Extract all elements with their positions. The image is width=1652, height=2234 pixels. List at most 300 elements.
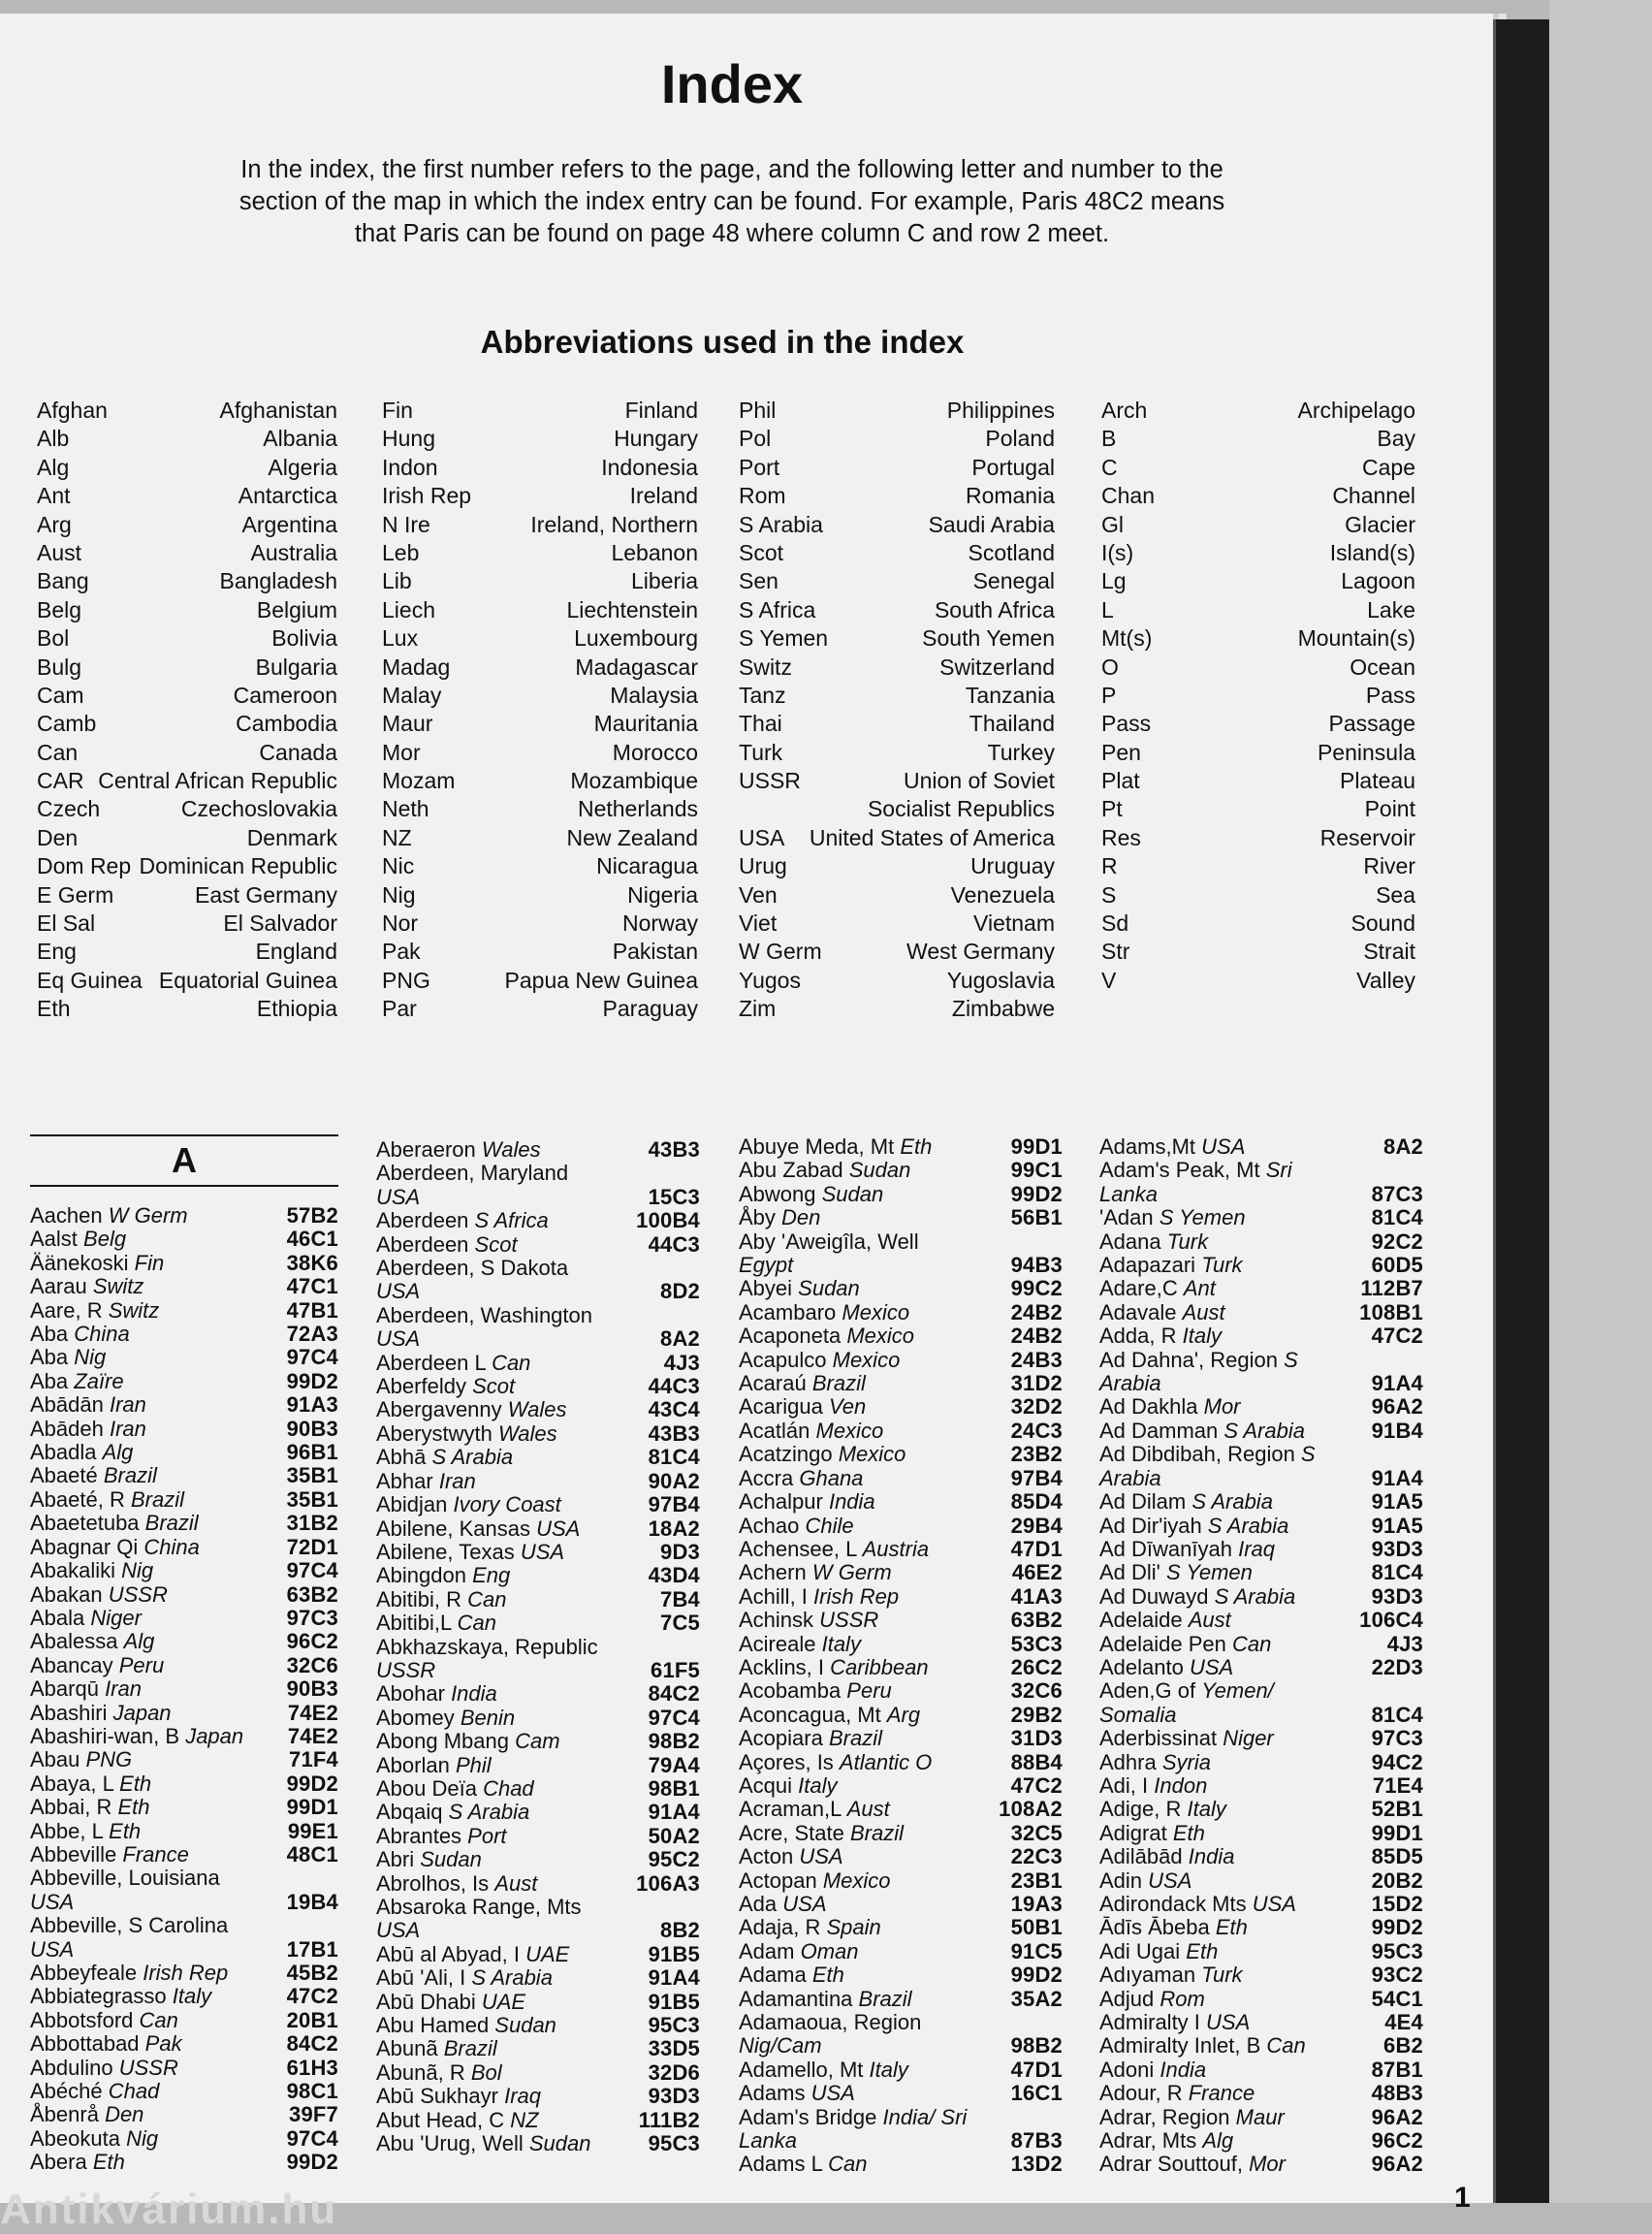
abbreviation-row — [382, 881, 698, 910]
abbreviation-meaning: Morocco — [612, 739, 698, 765]
entry-country: India — [1188, 1844, 1235, 1869]
entry-country: Belg — [83, 1227, 127, 1252]
index-entry — [30, 1441, 338, 1464]
entry-country: Eth — [117, 1795, 150, 1820]
entry-name: Acton — [739, 1844, 800, 1869]
entry-name: Ad Dakhla — [1099, 1394, 1204, 1420]
entry-grid-ref: 63B2 — [1010, 1608, 1063, 1633]
entry-country: Italy — [1182, 1324, 1222, 1349]
entry-grid-ref: 100B4 — [636, 1208, 700, 1233]
abbreviation-meaning: England — [255, 939, 337, 965]
index-entry — [376, 1825, 700, 1848]
abbreviation-row — [1101, 881, 1415, 910]
entry-country: Can — [828, 2152, 868, 2177]
index-entry — [30, 1914, 338, 1962]
abbreviation: I(s) — [1101, 539, 1134, 565]
entry-name: Abadla — [30, 1440, 103, 1465]
index-entry — [739, 1301, 1063, 1324]
abbreviation: USSR — [739, 768, 801, 794]
abbreviation: Sd — [1101, 910, 1129, 937]
entry-name: Abunã — [376, 2036, 444, 2061]
entry-name: Admiralty Inlet, B — [1099, 2033, 1267, 2058]
index-entry — [376, 1138, 700, 1162]
entry-name: Acatlán — [739, 1418, 816, 1443]
abbreviation: Alg — [37, 454, 70, 480]
entry-country: Phil — [455, 1752, 492, 1777]
entry-name: Adama — [739, 1963, 812, 1988]
index-entry — [376, 1707, 700, 1730]
entry-grid-ref: 8D2 — [660, 1279, 700, 1304]
entry-country: Eth — [109, 1818, 142, 1843]
entry-name: Abergavenny — [376, 1397, 508, 1422]
index-entry — [1099, 1774, 1423, 1798]
entry-name: Aberfeldy — [376, 1374, 473, 1399]
entry-country: Japan — [112, 1700, 172, 1725]
abbreviation-row — [37, 910, 337, 938]
abbreviation-row — [382, 425, 698, 453]
entry-country: Mexico — [842, 1299, 910, 1324]
index-entry — [30, 1796, 338, 1819]
abbreviation: S Yemen — [739, 625, 829, 652]
entry-name: Abunã, R — [376, 2059, 471, 2085]
entry-country: Iran — [105, 1676, 142, 1702]
entry-country: NZ — [510, 2107, 539, 2132]
entry-name: Adelaide Pen — [1099, 1631, 1232, 1656]
entry-grid-ref: 39F7 — [289, 2102, 338, 2127]
abbreviation-meaning: Passage — [1328, 711, 1415, 737]
entry-grid-ref: 4E4 — [1384, 2010, 1423, 2035]
entry-name: Abashiri-wan, B — [30, 1723, 186, 1748]
entry-country: Italy — [172, 1984, 212, 2009]
entry-name: Adamello, Mt — [739, 2057, 870, 2082]
entry-country: USA — [520, 1539, 565, 1564]
abbreviation: Maur — [382, 711, 433, 737]
entry-grid-ref: 74E2 — [287, 1723, 338, 1748]
entry-country: Japan — [185, 1723, 244, 1748]
entry-country: Mexico — [838, 1442, 906, 1467]
abbreviation-row — [739, 567, 1055, 595]
entry-name: Ādīs Ābeba — [1099, 1915, 1216, 1940]
index-entry — [30, 1299, 338, 1323]
entry-grid-ref: 29B4 — [1010, 1513, 1063, 1538]
abbreviation-row — [1101, 967, 1415, 995]
abbreviation-meaning: Sea — [1376, 881, 1415, 908]
abbreviation: Phil — [739, 398, 777, 423]
index-entry — [739, 1609, 1063, 1632]
index-entry — [30, 1725, 338, 1748]
abbreviation: Bulg — [37, 654, 82, 680]
abbreviation-meaning: Lebanon — [611, 539, 698, 565]
abbreviation: Viet — [739, 910, 778, 937]
entry-name: Adams,Mt — [1099, 1134, 1202, 1159]
index-entry — [739, 2058, 1063, 2082]
entry-name: Abdulino — [30, 2055, 119, 2080]
entry-grid-ref: 43B3 — [648, 1420, 700, 1446]
entry-name: Actopan — [739, 1867, 823, 1893]
entry-name: Aarau — [30, 1274, 93, 1299]
abbreviation-row — [739, 654, 1055, 682]
abbreviation: PNG — [382, 967, 430, 993]
entry-grid-ref: 45B2 — [286, 1961, 338, 1985]
entry-country: Nig — [126, 2125, 159, 2151]
abbreviation-row — [739, 852, 1055, 880]
entry-country: PNG — [85, 1747, 133, 1772]
index-entry — [1099, 1159, 1423, 1206]
abbreviation: N Ire — [382, 511, 430, 537]
entry-country: Nig/Cam — [739, 2033, 822, 2058]
entry-country: Ghana — [799, 1465, 864, 1490]
abbreviation: Tanz — [739, 682, 786, 708]
entry-grid-ref: 87C3 — [1371, 1181, 1423, 1206]
entry-grid-ref: 81C4 — [1371, 1205, 1423, 1230]
entry-grid-ref: 35B1 — [286, 1486, 338, 1512]
entry-grid-ref: 81C4 — [1371, 1702, 1423, 1727]
index-entry — [739, 1656, 1063, 1679]
index-entry — [30, 1772, 338, 1796]
abbreviation: Arch — [1101, 398, 1148, 423]
index-entry — [1099, 2153, 1423, 2176]
abbreviation-row — [739, 767, 1055, 795]
abbreviation-meaning: Bolivia — [271, 625, 337, 652]
abbreviation: Afghan — [37, 398, 108, 423]
index-entry — [739, 1774, 1063, 1798]
entry-name: Ad Duwayd — [1099, 1583, 1215, 1609]
index-entry — [376, 1588, 700, 1612]
abbreviation-meaning: Vietnam — [973, 910, 1055, 937]
index-entry — [1099, 1988, 1423, 2011]
entry-name: Adda, R — [1099, 1324, 1183, 1349]
entry-country: Den — [781, 1205, 821, 1230]
abbreviation: Can — [37, 739, 79, 765]
entry-grid-ref: 95C3 — [1371, 1938, 1423, 1963]
abbreviation-meaning: Saudi Arabia — [928, 511, 1055, 537]
entry-country: Italy — [821, 1631, 861, 1656]
index-entry — [739, 1704, 1063, 1727]
index-entry — [30, 1607, 338, 1630]
entry-grid-ref: 52B1 — [1371, 1797, 1423, 1822]
abbreviation: L — [1101, 596, 1114, 622]
index-entry — [1099, 2082, 1423, 2105]
entry-name: Abhā — [376, 1445, 432, 1470]
index-entry — [1099, 2034, 1423, 2058]
abbreviation: Plat — [1101, 768, 1140, 794]
entry-grid-ref: 97C4 — [648, 1705, 700, 1730]
entry-country: Nig — [121, 1558, 154, 1583]
abbreviation-meaning: Turkey — [987, 739, 1055, 765]
entry-country: Syria — [1161, 1749, 1211, 1774]
intro-paragraph: In the index, the first number refers to the page, and the following letter and number to the section of the map in which the index entry can be found. For example, Paris 48C2 means that Paris can be found on page 48 where column C and row 2 meet. — [238, 156, 1225, 247]
index-entry — [30, 1346, 338, 1369]
entry-grid-ref: 94B3 — [1010, 1253, 1063, 1278]
abbreviation-row — [1101, 910, 1415, 938]
entry-name: Abrantes — [376, 1823, 468, 1848]
abbreviation-row — [739, 539, 1055, 567]
index-entry — [376, 1209, 700, 1232]
entry-country: USSR — [118, 2055, 178, 2080]
abbreviation-meaning: Romania — [965, 483, 1055, 509]
index-entry — [1099, 1443, 1423, 1490]
abbreviation-meaning: Archipelago — [1297, 398, 1415, 423]
entry-country: India — [828, 1489, 875, 1515]
entry-name: Abhar — [376, 1468, 439, 1493]
abbreviation-row — [37, 710, 337, 738]
index-entry — [739, 1751, 1063, 1774]
abbreviation-meaning: Liberia — [630, 568, 698, 594]
entry-name: Aba — [30, 1345, 75, 1370]
entry-grid-ref: 87B1 — [1371, 2057, 1423, 2082]
entry-name: Abbotsford — [30, 2007, 140, 2032]
entry-name: Adi, I — [1099, 1772, 1155, 1798]
abbreviation: Mt(s) — [1101, 625, 1153, 652]
abbreviation-row — [1101, 767, 1415, 795]
entry-name: Abera — [30, 2150, 93, 2175]
index-entry — [30, 1393, 338, 1417]
abbreviation: Mozam — [382, 768, 456, 794]
index-entry — [1099, 1515, 1423, 1538]
abbreviation-meaning: Ireland — [629, 483, 698, 509]
entry-country: Maur — [1235, 2104, 1285, 2129]
abbreviation-meaning: Nicaragua — [596, 853, 698, 879]
abbreviation: Chan — [1101, 483, 1155, 509]
abbreviation-meaning: Norway — [622, 910, 698, 937]
entry-grid-ref: 31D3 — [1010, 1726, 1063, 1751]
abbreviation-meaning: New Zealand — [566, 824, 698, 850]
entry-country: Italy — [798, 1772, 838, 1798]
entry-country: S Yemen — [1159, 1205, 1246, 1230]
entry-country: Niger — [1223, 1726, 1274, 1751]
entry-country: India/ Sri Lanka — [739, 2104, 968, 2154]
abbreviation: Port — [739, 454, 780, 480]
entry-country: Peru — [118, 1652, 165, 1677]
abbreviation-row — [382, 739, 698, 767]
entry-grid-ref: 91A3 — [286, 1392, 338, 1418]
abbreviation-meaning: Malaysia — [610, 682, 698, 708]
index-entry — [1099, 1963, 1423, 1987]
entry-grid-ref: 19A3 — [1010, 1892, 1063, 1916]
entry-name: Abilene, Texas — [376, 1539, 521, 1564]
entry-name: Abwong — [739, 1181, 822, 1206]
entry-grid-ref: 61H3 — [286, 2055, 338, 2080]
entry-country: Iraq — [1238, 1536, 1275, 1561]
entry-country: Eth — [1215, 1915, 1248, 1940]
entry-grid-ref: 96A2 — [1371, 2104, 1423, 2129]
entry-name: Abkhazskaya, Republic — [376, 1634, 598, 1659]
abbreviation-meaning: Czechoslovakia — [180, 796, 337, 822]
entry-name: Adrar, Region — [1099, 2104, 1236, 2129]
entry-country: Pak — [144, 2031, 182, 2057]
abbreviation-meaning: Albania — [263, 426, 337, 452]
entry-grid-ref: 96A2 — [1371, 2152, 1423, 2177]
abbreviation-row — [37, 397, 337, 425]
abbreviation: Switz — [739, 654, 792, 680]
abbreviation: Irish Rep — [382, 483, 472, 509]
entry-name: Adams L — [739, 2152, 829, 2177]
index-entry — [1099, 1656, 1423, 1679]
entry-name: Ad Dīwanīyah — [1099, 1536, 1239, 1561]
abbreviation-row — [1101, 539, 1415, 567]
index-entry — [739, 1727, 1063, 1750]
entry-name: Aberystwyth — [376, 1420, 498, 1446]
abbreviation: Turk — [739, 739, 783, 765]
index-entry — [739, 1515, 1063, 1538]
entry-name: Aby 'Aweigîla, Well — [739, 1229, 919, 1254]
entry-grid-ref: 71E4 — [1372, 1772, 1423, 1798]
entry-grid-ref: 17B1 — [286, 1936, 338, 1962]
abbreviation: Leb — [382, 539, 420, 565]
entry-grid-ref: 97C3 — [286, 1605, 338, 1630]
entry-country: USA — [30, 1889, 75, 1914]
index-entry — [30, 2032, 338, 2056]
abbreviation: Sen — [739, 568, 778, 594]
entry-country: Cam — [515, 1729, 560, 1754]
abbreviation-meaning: Ocean — [1350, 654, 1415, 680]
entry-country: Brazil — [443, 2036, 497, 2061]
entry-grid-ref: 41A3 — [1010, 1583, 1063, 1609]
entry-grid-ref: 56B1 — [1010, 1205, 1063, 1230]
index-entry — [376, 1682, 700, 1706]
entry-name: Acre, State — [739, 1820, 850, 1845]
abbreviation: V — [1101, 967, 1117, 993]
index-entry — [30, 1275, 338, 1298]
index-entry — [376, 1801, 700, 1824]
index-entry — [1099, 1798, 1423, 1821]
abbreviation-meaning: Equatorial Guinea — [158, 967, 337, 993]
entry-grid-ref: 7C5 — [660, 1611, 700, 1636]
index-entry — [30, 1559, 338, 1582]
abbreviation: Dom Rep — [37, 853, 132, 879]
index-entry — [376, 1966, 700, 1990]
index-entry — [30, 2103, 338, 2126]
abbreviation-meaning: Mountain(s) — [1297, 625, 1415, 652]
entry-country: USA — [30, 1936, 75, 1962]
entry-grid-ref: 96A2 — [1371, 1394, 1423, 1420]
entry-country: Iran — [109, 1392, 146, 1418]
index-entry — [739, 1443, 1063, 1466]
entry-country: W Germ — [811, 1560, 892, 1585]
index-entry — [739, 2082, 1063, 2105]
abbreviation-row — [382, 710, 698, 738]
abbreviation-row — [37, 567, 337, 595]
entry-country: USSR — [376, 1657, 436, 1682]
entry-country: Italy — [1187, 1797, 1226, 1822]
abbreviation-meaning: Papua New Guinea — [504, 967, 698, 993]
entry-name: Acqui — [739, 1772, 799, 1798]
entry-country: France — [122, 1841, 189, 1867]
entry-grid-ref: 85D4 — [1010, 1489, 1063, 1515]
entry-country: Brazil — [144, 1511, 199, 1536]
page-number: 1 — [1454, 2182, 1471, 2214]
entry-grid-ref: 99D2 — [1371, 1915, 1423, 1940]
entry-name: Abitibi, R — [376, 1586, 468, 1612]
index-entry — [739, 1893, 1063, 1916]
entry-grid-ref: 32D2 — [1010, 1394, 1063, 1420]
abbreviation: Thai — [739, 711, 782, 737]
entry-country: Wales — [507, 1397, 567, 1422]
entry-name: Aberdeen — [376, 1208, 475, 1233]
entry-name: Aberdeen, Maryland — [376, 1161, 569, 1186]
entry-grid-ref: 32C5 — [1010, 1820, 1063, 1845]
abbreviation: Pen — [1101, 739, 1141, 765]
abbreviation-meaning: Dominican Republic — [139, 853, 337, 879]
abbreviation-row — [382, 910, 698, 938]
entry-grid-ref: 32C6 — [286, 1652, 338, 1677]
abbreviation-meaning: Valley — [1356, 967, 1415, 993]
abbreviation-meaning: East Germany — [195, 881, 337, 908]
entry-country: S Arabia — [448, 1800, 530, 1825]
index-entry — [1099, 1561, 1423, 1584]
entry-country: Peru — [846, 1678, 892, 1704]
entry-name: Achern — [739, 1560, 812, 1585]
index-entry — [376, 1564, 700, 1587]
entry-name: Abū Sukhayr — [376, 2084, 505, 2109]
entry-grid-ref: 32C6 — [1010, 1678, 1063, 1704]
abbreviation-row — [1101, 710, 1415, 738]
entry-name: Acraman,L — [739, 1797, 847, 1822]
entry-country: USA — [1206, 2010, 1251, 2035]
index-entry — [376, 1162, 700, 1209]
abbreviation-row — [739, 938, 1055, 966]
index-entry — [30, 1985, 338, 2008]
index-entry — [739, 1183, 1063, 1206]
entry-grid-ref: 20B2 — [1371, 1867, 1423, 1893]
entry-grid-ref: 106C4 — [1359, 1608, 1423, 1633]
entry-name: Abū al Abyad, I — [376, 1941, 526, 1966]
abbreviation-row — [382, 454, 698, 482]
entry-name: Aare, R — [30, 1297, 109, 1323]
abbreviation-meaning: Reservoir — [1319, 824, 1415, 850]
index-entry — [1099, 1230, 1423, 1254]
entry-country: Wales — [481, 1137, 541, 1162]
entry-country: S Arabia — [431, 1445, 514, 1470]
entry-name: Abohar — [376, 1681, 452, 1707]
entry-country: Austria — [862, 1536, 930, 1561]
entry-name: Aberdeen — [376, 1231, 475, 1257]
index-entry — [30, 1748, 338, 1771]
entry-country: Rom — [1160, 1986, 1205, 2011]
entry-grid-ref: 94C2 — [1371, 1749, 1423, 1774]
entry-country: Iran — [109, 1416, 146, 1441]
entry-name: Aden,G of — [1099, 1678, 1202, 1704]
entry-name: Abū Dhabi — [376, 1989, 482, 2014]
abbreviation: Rom — [739, 483, 786, 509]
abbreviation: Scot — [739, 539, 784, 565]
entry-country: S Arabia — [471, 1965, 553, 1991]
index-entry — [1099, 2011, 1423, 2034]
entry-grid-ref: 99D2 — [286, 1771, 338, 1796]
abbreviation: Bol — [37, 625, 70, 652]
index-entry — [739, 1206, 1063, 1229]
abbreviation-row — [739, 824, 1055, 852]
entry-name: Aberdeen, Washington — [376, 1302, 592, 1327]
entry-country: Aust — [1188, 1608, 1231, 1633]
abbreviation: Neth — [382, 796, 429, 822]
entry-name: Absaroka Range, Mts — [376, 1895, 582, 1919]
abbreviation-meaning: Nigeria — [627, 881, 698, 908]
abbreviation: Nig — [382, 881, 416, 908]
abbreviation-meaning: Bay — [1377, 426, 1415, 452]
abbreviation-meaning: River — [1363, 853, 1415, 879]
abbreviation-meaning: Argentina — [241, 511, 337, 537]
abbreviation-meaning: Central African Republic — [98, 768, 337, 794]
entry-grid-ref: 95C2 — [648, 1847, 700, 1872]
abbreviation-meaning: Madagascar — [575, 654, 698, 680]
entry-country: Italy — [869, 2057, 908, 2082]
abbreviation-row — [1101, 938, 1415, 966]
entry-name: Adamantina — [739, 1986, 859, 2011]
entry-country: USA — [376, 1918, 421, 1943]
entry-name: Abakan — [30, 1581, 109, 1607]
abbreviation-row — [1101, 739, 1415, 767]
